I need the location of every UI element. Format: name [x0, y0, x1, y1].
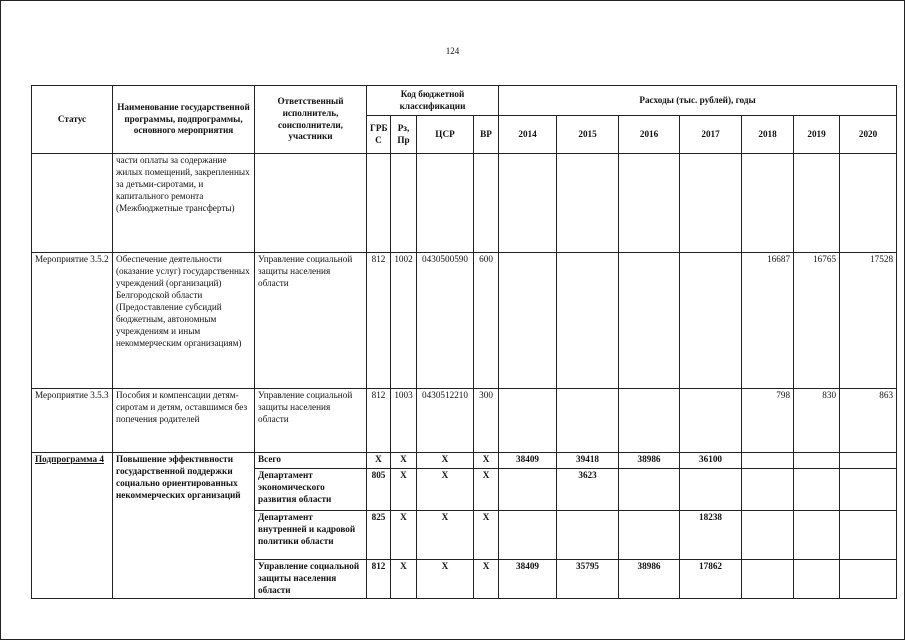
row-value-2019: [794, 154, 840, 253]
row-value-2016: [619, 253, 680, 389]
header-year: 2017: [680, 116, 742, 154]
header-rzpr: Рз, Пр: [391, 116, 417, 154]
row-value-2014: 38409: [499, 560, 557, 599]
row-vr: [474, 154, 499, 253]
row-value-2019: 830: [794, 389, 840, 453]
row-value-2014: [499, 511, 557, 560]
row-vr: Х: [474, 469, 499, 511]
table-row: [32, 389, 897, 453]
row-executor: Департамент внутренней и кадровой политики области: [255, 511, 367, 560]
row-csr: [417, 154, 474, 253]
row-value-2020: [840, 560, 897, 599]
row-value-2019: [794, 453, 840, 469]
row-value-2017: [680, 389, 742, 453]
row-value-2015: 3623: [557, 469, 619, 511]
row-value-2016: 38986: [619, 560, 680, 599]
row-grbs: 812: [367, 560, 391, 599]
row-grbs: Х: [367, 453, 391, 469]
row-value-2018: [742, 469, 794, 511]
row-value-2014: 38409: [499, 453, 557, 469]
row-value-2018: 16687: [742, 253, 794, 389]
row-value-2018: [742, 453, 794, 469]
subprogram-name: Повышение эффективности государственной поддержки социально ориентированных некоммерческих организаций: [113, 453, 255, 599]
header-vr: ВР: [474, 116, 499, 154]
row-status: [32, 154, 113, 253]
row-value-2017: [680, 469, 742, 511]
page-number: 124: [445, 46, 460, 56]
row-status: Мероприятие 3.5.2: [32, 253, 113, 389]
row-value-2015: [557, 511, 619, 560]
header-year: 2018: [742, 116, 794, 154]
row-vr: Х: [474, 511, 499, 560]
row-value-2018: [742, 511, 794, 560]
header-year: 2020: [840, 116, 897, 154]
row-value-2014: [499, 389, 557, 453]
row-value-2014: [499, 154, 557, 253]
row-csr: Х: [417, 453, 474, 469]
header-status: Статус: [32, 86, 113, 154]
row-value-2016: [619, 389, 680, 453]
row-value-2020: [840, 154, 897, 253]
header-grbs: ГРБ С: [367, 116, 391, 154]
row-csr: 0430512210: [417, 389, 474, 453]
table-row: [32, 253, 897, 389]
row-value-2019: [794, 560, 840, 599]
row-vr: Х: [474, 453, 499, 469]
row-value-2015: [557, 154, 619, 253]
row-value-2019: 16765: [794, 253, 840, 389]
row-value-2015: 39418: [557, 453, 619, 469]
row-value-2019: [794, 469, 840, 511]
budget-table: [31, 85, 897, 599]
row-rzpr: Х: [391, 560, 417, 599]
row-executor: Управление социальной защиты населения области: [255, 253, 367, 389]
row-rzpr: Х: [391, 453, 417, 469]
row-value-2020: 17528: [840, 253, 897, 389]
header-year: 2014: [499, 116, 557, 154]
row-executor: Управление социальной защиты населения области: [255, 389, 367, 453]
row-status: Мероприятие 3.5.3: [32, 389, 113, 453]
row-rzpr: 1003: [391, 389, 417, 453]
header-year: 2015: [557, 116, 619, 154]
row-grbs: 805: [367, 469, 391, 511]
row-value-2014: [499, 253, 557, 389]
header-csr: ЦСР: [417, 116, 474, 154]
row-value-2016: 38986: [619, 453, 680, 469]
table-row: [32, 453, 897, 469]
row-csr: Х: [417, 511, 474, 560]
row-value-2014: [499, 469, 557, 511]
subprogram-status: Подпрограмма 4: [32, 453, 113, 599]
row-executor: Всего: [255, 453, 367, 469]
row-value-2017: 17862: [680, 560, 742, 599]
row-rzpr: Х: [391, 511, 417, 560]
header-year: 2019: [794, 116, 840, 154]
row-executor: [255, 154, 367, 253]
row-value-2017: [680, 154, 742, 253]
row-value-2018: 798: [742, 389, 794, 453]
row-grbs: [367, 154, 391, 253]
row-grbs: 825: [367, 511, 391, 560]
row-vr: 600: [474, 253, 499, 389]
row-grbs: 812: [367, 253, 391, 389]
row-value-2020: [840, 511, 897, 560]
row-value-2017: [680, 253, 742, 389]
row-name: Пособия и компенсации детям-сиротам и детям, оставшимся без попечения родителей: [113, 389, 255, 453]
row-value-2020: 863: [840, 389, 897, 453]
row-rzpr: 1002: [391, 253, 417, 389]
row-rzpr: [391, 154, 417, 253]
table-row: [32, 154, 897, 253]
header-expenses: Расходы (тыс. рублей), годы: [499, 86, 897, 116]
row-value-2015: [557, 253, 619, 389]
row-csr: Х: [417, 469, 474, 511]
row-vr: Х: [474, 560, 499, 599]
row-value-2016: [619, 469, 680, 511]
row-csr: 0430500590: [417, 253, 474, 389]
row-value-2018: [742, 560, 794, 599]
row-vr: 300: [474, 389, 499, 453]
row-value-2017: 36100: [680, 453, 742, 469]
row-executor: Департамент экономического развития области: [255, 469, 367, 511]
row-value-2017: 18238: [680, 511, 742, 560]
header-budget-code: Код бюджетной классификации: [367, 86, 499, 116]
header-year: 2016: [619, 116, 680, 154]
row-name: Обеспечение деятельности (оказание услуг) государственных учреждений (организаций) Белгородской области (Предоставление субсидий бюджетным, автономным учреждениям и иным некоммерческим организациям): [113, 253, 255, 389]
row-value-2015: 35795: [557, 560, 619, 599]
row-value-2016: [619, 511, 680, 560]
row-grbs: 812: [367, 389, 391, 453]
row-value-2015: [557, 389, 619, 453]
row-value-2018: [742, 154, 794, 253]
row-value-2019: [794, 511, 840, 560]
row-rzpr: Х: [391, 469, 417, 511]
row-value-2020: [840, 453, 897, 469]
row-name: части оплаты за содержание жилых помещений, закрепленных за детьми-сиротами, и капитального ремонта (Межбюджетные трансферты): [113, 154, 255, 253]
row-executor: Управление социальной защиты населения области: [255, 560, 367, 599]
header-name: Наименование государственной программы, подпрограммы, основного мероприятия: [113, 86, 255, 154]
header-executor: Ответственный исполнитель, соисполнители, участники: [255, 86, 367, 154]
row-csr: Х: [417, 560, 474, 599]
row-value-2016: [619, 154, 680, 253]
row-value-2020: [840, 469, 897, 511]
